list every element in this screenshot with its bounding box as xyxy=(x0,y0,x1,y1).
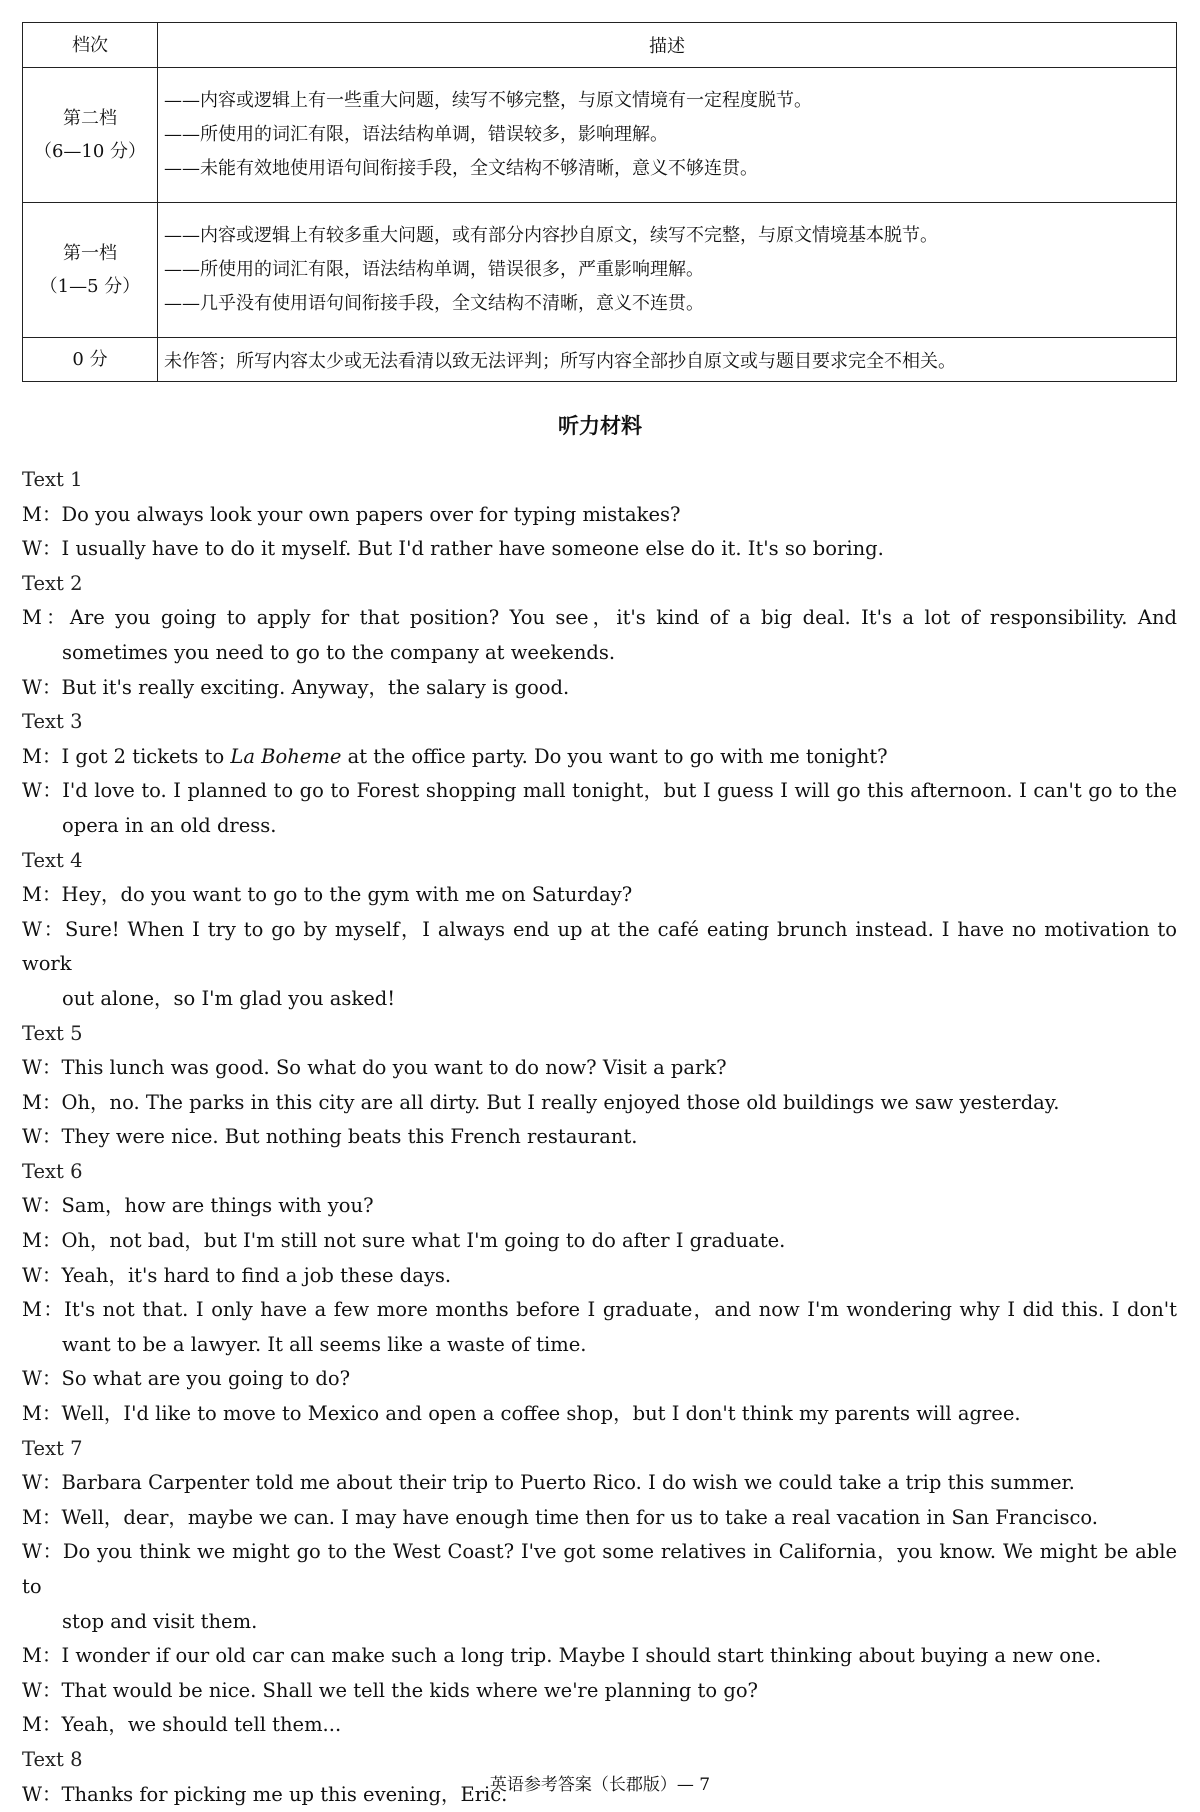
dialogue-line: W：That would be nice. Shall we tell the kids where we're planning to go? xyxy=(22,1678,759,1702)
description-line: ——内容或逻辑上有一些重大问题，续写不够完整，与原文情境有一定程度脱节。 xyxy=(164,90,812,111)
level-score: （1—5 分） xyxy=(39,276,141,297)
description-cell: 未作答；所写内容太少或无法看清以致无法评判；所写内容全部抄自原文或与题目要求完全不相关。 xyxy=(158,338,1177,382)
dialogue-line: M：It's not that. I only have a few more months before I graduate，and now I'm wondering why I did this. I don't xyxy=(22,1298,1177,1322)
text-label: Text 8 xyxy=(22,1747,83,1771)
text-label: Text 3 xyxy=(22,710,83,734)
dialogue-line: W：They were nice. But nothing beats this French restaurant. xyxy=(22,1125,638,1149)
header-description: 描述 xyxy=(158,23,1177,68)
dialogue-line: M：Are you going to apply for that position? You see，it's kind of a big deal. It's a lot of responsibility. And xyxy=(22,606,1177,630)
level-cell xyxy=(23,68,158,203)
opera-title: La Boheme xyxy=(230,744,342,768)
dialogue-line: W：Yeah，it's hard to find a job these days. xyxy=(22,1263,452,1287)
level-cell xyxy=(23,203,158,338)
text-label: Text 5 xyxy=(22,1021,83,1045)
dialogue-line: W：Do you think we might go to the West Coast? I've got some relatives in California，you know. We might be able to xyxy=(22,1540,1177,1598)
dialogue-line: M：Oh，no. The parks in this city are all dirty. But I really enjoyed those old buildings we saw yesterday. xyxy=(22,1090,1060,1114)
dialogue-line-continued: out alone，so I'm glad you asked! xyxy=(62,986,396,1010)
scoring-rubric-table xyxy=(22,22,1177,382)
dialogue-line: W：Barbara Carpenter told me about their trip to Puerto Rico. I do wish we could take a trip this summer. xyxy=(22,1471,1075,1495)
dialogue-line xyxy=(22,740,1177,775)
description-cell xyxy=(158,203,1177,338)
dialogue-line: W：Sam，how are things with you? xyxy=(22,1194,374,1218)
dialogue-line: W：Sure! When I try to go by myself，I always end up at the café eating brunch instead. I have no motivation to work xyxy=(22,917,1177,976)
level-score: （6—10 分） xyxy=(33,141,147,162)
dialogue-line: W：Thanks for picking me up this evening，Eric. xyxy=(22,1782,508,1806)
level-name: 第一档 xyxy=(63,243,117,264)
table-row xyxy=(23,68,1177,203)
description-cell xyxy=(158,68,1177,203)
table-header-row xyxy=(23,23,1177,68)
dialogue-text: M：I got 2 tickets to xyxy=(22,744,231,768)
description-line: ——所使用的词汇有限，语法结构单调，错误较多，影响理解。 xyxy=(164,124,668,145)
text-label: Text 1 xyxy=(22,468,83,491)
dialogue-line: M：Do you always look your own papers over for typing mistakes? xyxy=(22,502,681,526)
dialogue-line: M：I wonder if our old car can make such a long trip. Maybe I should start thinking about buying a new one. xyxy=(22,1644,1102,1668)
description-line: ——内容或逻辑上有较多重大问题，或有部分内容抄自原文，续写不完整，与原文情境基本脱节。 xyxy=(164,225,938,246)
description-line: ——几乎没有使用语句间衔接手段，全文结构不清晰，意义不连贯。 xyxy=(164,293,704,314)
description-line: ——所使用的词汇有限，语法结构单调，错误很多，严重影响理解。 xyxy=(164,259,704,280)
dialogue-line: M：Yeah，we should tell them... xyxy=(22,1713,342,1737)
dialogue-text: at the office party. Do you want to go with me tonight? xyxy=(341,744,888,768)
table-row xyxy=(23,338,1177,382)
page-footer: 英语参考答案（长郡版）— 7 xyxy=(489,1775,711,1795)
header-level: 档次 xyxy=(23,23,158,68)
dialogue-line: M：Well，dear，maybe we can. I may have enough time then for us to take a real vacation in San Francisco. xyxy=(22,1505,1098,1529)
dialogue-line-continued: want to be a lawyer. It all seems like a waste of time. xyxy=(62,1332,587,1356)
dialogue-line: M：Oh，not bad，but I'm still not sure what I'm going to do after I graduate. xyxy=(22,1229,786,1253)
dialogue-line: W：This lunch was good. So what do you want to do now? Visit a park? xyxy=(22,1056,727,1080)
dialogue-line-continued: opera in an old dress. xyxy=(62,813,277,837)
text-label: Text 6 xyxy=(22,1159,83,1183)
dialogue-line: W：I'd love to. I planned to go to Forest shopping mall tonight，but I guess I will go this afternoon. I can't go to the xyxy=(22,779,1177,803)
text-label: Text 2 xyxy=(22,571,83,595)
dialogue-line: W：So what are you going to do? xyxy=(22,1367,351,1391)
dialogue-line-continued: sometimes you need to go to the company at weekends. xyxy=(62,640,616,664)
description-line: ——未能有效地使用语句间衔接手段，全文结构不够清晰，意义不够连贯。 xyxy=(164,158,758,179)
dialogue-line: M：Well，I'd like to move to Mexico and open a coffee shop，but I don't think my parents will agree. xyxy=(22,1402,1021,1426)
text-label: Text 7 xyxy=(22,1436,83,1460)
dialogue-line: W：But it's really exciting. Anyway，the salary is good. xyxy=(22,675,570,699)
section-title: 听力材料 xyxy=(558,414,642,438)
level-name: 第二档 xyxy=(63,108,117,129)
dialogue-line-continued: stop and visit them. xyxy=(62,1609,258,1633)
table-row xyxy=(23,203,1177,338)
dialogue-line: W：I usually have to do it myself. But I'd rather have someone else do it. It's so boring. xyxy=(22,537,884,561)
level-cell: 0 分 xyxy=(23,338,158,382)
text-label: Text 4 xyxy=(22,848,83,872)
listening-transcript xyxy=(22,463,1177,1812)
dialogue-line: M：Hey，do you want to go to the gym with me on Saturday? xyxy=(22,883,633,907)
